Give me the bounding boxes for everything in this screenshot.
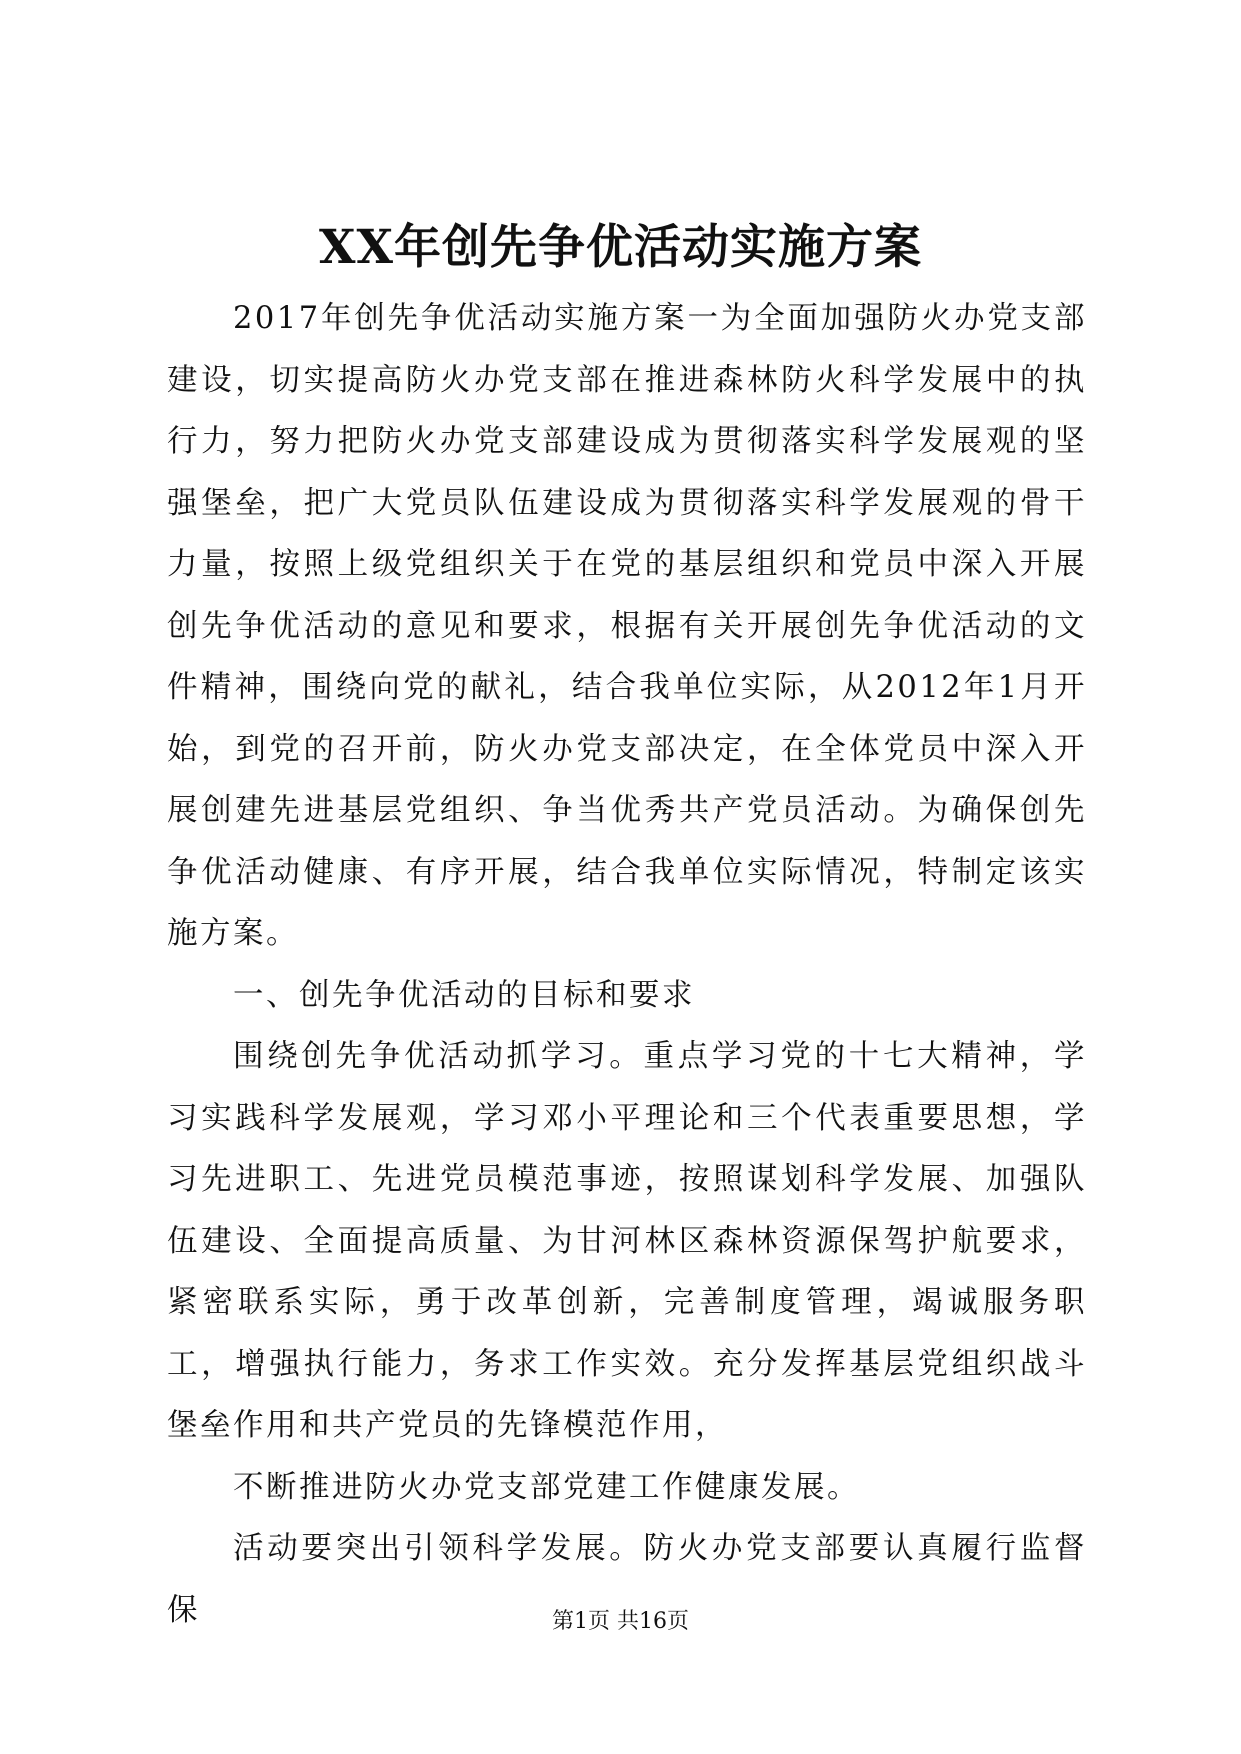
paragraph-development: 不断推进防火办党支部党建工作健康发展。 <box>233 1469 860 1505</box>
section-heading-goals: 一、创先争优活动的目标和要求 <box>233 977 695 1013</box>
document-title: XX年创先争优活动实施方案 <box>319 220 922 275</box>
paragraph-intro: 2017年创先争优活动实施方案一为全面加强防火办党支部建设，切实提高防火办党支部在推进森林防火科学发展中的执行力，努力把防火办党支部建设成为贯彻落实科学发展观的坚强堡垒，把广大党员队伍建设成为贯彻落实科学发展观的骨干力量，按照上级党组织关于在党的基层组织和党员中深入开展创先争优活动的意见和要求，根据有关开展创先争优活动的文件精神，围绕向党的献礼，结合我单位实际，从2012年1月开始，到党的召开前，防火办党支部决定，在全体党员中深入开展创建先进基层党组织、争当优秀共产党员活动。为确保创先争优活动健康、有序开展，结合我单位实际情况，特制定该实施方案。 <box>167 301 1087 951</box>
page-footer: 第1页 共16页 <box>552 1609 689 1634</box>
paragraph-study: 围绕创先争优活动抓学习。重点学习党的十七大精神，学习实践科学发展观，学习邓小平理论和三个代表重要思想，学习先进职工、先进党员模范事迹，按照谋划科学发展、加强队伍建设、全面提高质量、为甘河林区森林资源保驾护航要求，紧密联系实际，勇于改革创新，完善制度管理，竭诚服务职工，增强执行能力，务求工作实效。充分发挥基层党组织战斗堡垒作用和共产党员的先锋模范作用， <box>167 1039 1087 1443</box>
document-body <box>167 288 1087 1641</box>
paragraph-leading: 活动要突出引领科学发展。防火办党支部要认真履行监督保 <box>167 1531 1087 1628</box>
